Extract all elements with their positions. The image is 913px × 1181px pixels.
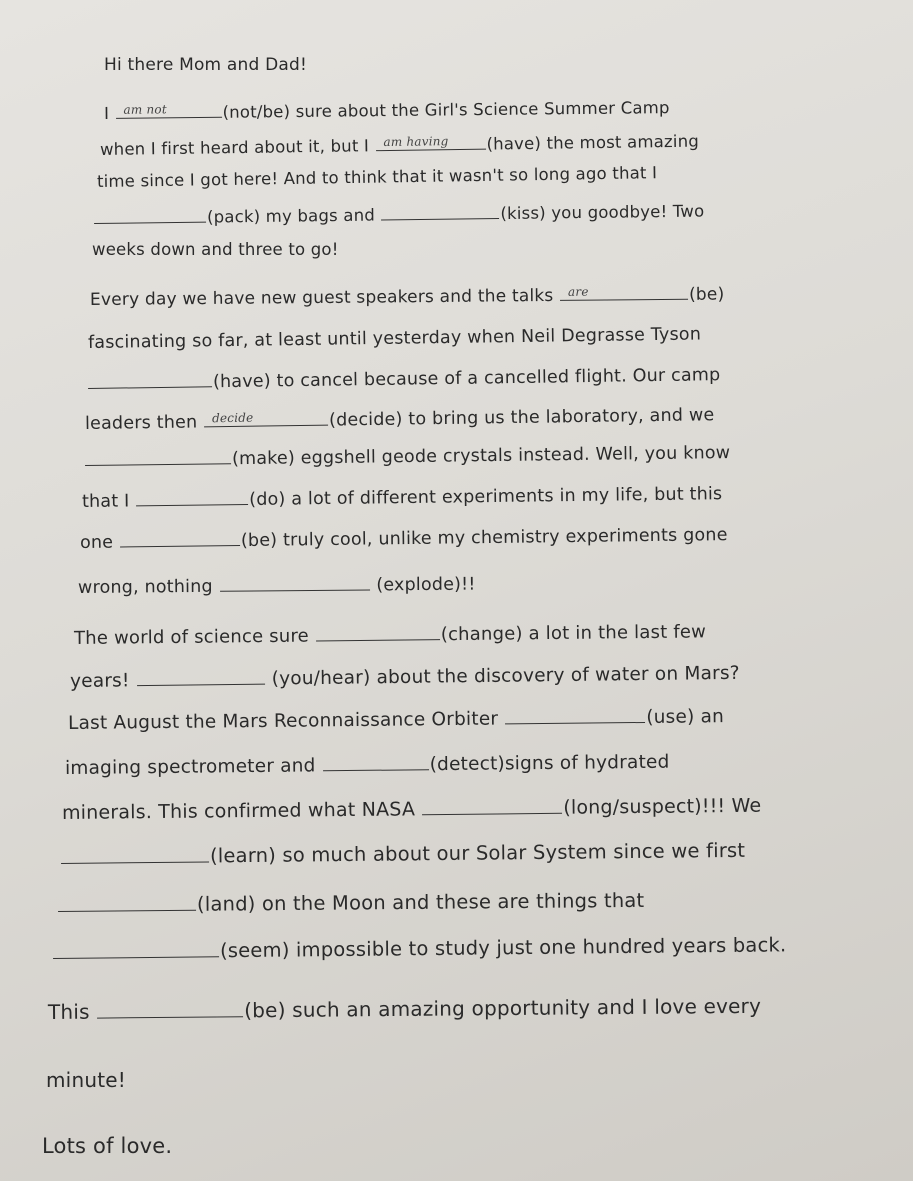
- text-line-2: when I first heard about it, but I am having (have) the most amazing: [99, 131, 700, 159]
- answer-blank-20[interactable]: [97, 998, 243, 1018]
- answer-blank-17[interactable]: [61, 843, 209, 864]
- answer-blank-8[interactable]: [85, 445, 231, 466]
- answer-blank-6[interactable]: [88, 368, 212, 389]
- answer-blank-12[interactable]: [316, 621, 440, 641]
- text-line-22: This (be) such an amazing opportunity and I love every: [47, 993, 762, 1024]
- text-line-4: (pack) my bags and (kiss) you goodbye! Two: [93, 198, 705, 228]
- text-line-1: I am not (not/be) sure about the Girl's Science Summer Camp: [103, 98, 670, 123]
- text-line-18: minerals. This confirmed what NASA (long/suspect)!!! We: [61, 794, 762, 824]
- text-line-17: imaging spectrometer and (detect)signs of hydrated: [64, 751, 670, 779]
- answer-blank-2[interactable]: [375, 131, 485, 152]
- greeting: Hi there Mom and Dad!: [104, 55, 308, 75]
- text-line-5: weeks down and three to go!: [92, 240, 339, 259]
- answer-blank-4[interactable]: [381, 200, 499, 220]
- handwritten-answer: am having: [383, 134, 449, 150]
- answer-blank-16[interactable]: [422, 795, 562, 815]
- text-line-15: years! (you/hear) about the discovery of water on Mars?: [69, 662, 740, 692]
- text-line-20: (land) on the Moon and these are things that: [57, 888, 645, 917]
- text-line-7: fascinating so far, at least until yesterday when Neil Degrasse Tyson: [87, 324, 702, 353]
- text-line-6: Every day we have new guest speakers and the talks are (be): [90, 280, 725, 310]
- answer-blank-3[interactable]: [94, 204, 206, 224]
- answer-blank-14[interactable]: [505, 704, 645, 724]
- text-line-21: (seem) impossible to study just one hundred years back.: [52, 932, 787, 964]
- text-line-11: that I (do) a lot of different experiments in my life, but this: [81, 484, 723, 512]
- answer-blank-13[interactable]: [136, 666, 264, 687]
- text-line-10: (make) eggshell geode crystals instead. Well, you know: [84, 439, 731, 471]
- text-line-13: wrong, nothing (explode)!!: [78, 571, 476, 598]
- answer-blank-5[interactable]: [560, 281, 688, 301]
- answer-blank-19[interactable]: [53, 938, 219, 959]
- text-line-19: (learn) so much about our Solar System since we first: [60, 838, 745, 869]
- text-line-16: Last August the Mars Reconnaissance Orbiter (use) an: [68, 703, 724, 734]
- text-line-3: time since I got here! And to think that it wasn't so long ago that I: [96, 163, 658, 191]
- handwritten-answer: decide: [211, 410, 254, 426]
- closing: Lots of love.: [42, 1134, 173, 1158]
- answer-blank-10[interactable]: [120, 527, 240, 547]
- text-line-23: minute!: [46, 1068, 126, 1092]
- text-line-14: The world of science sure (change) a lot in the last few: [73, 621, 707, 649]
- answer-blank-9[interactable]: [136, 486, 248, 506]
- answer-blank-11[interactable]: [219, 571, 369, 591]
- answer-blank-1[interactable]: [115, 99, 221, 119]
- answer-blank-18[interactable]: [58, 892, 196, 912]
- text-line-9: leaders then decide (decide) to bring us the laboratory, and we: [84, 405, 715, 434]
- text-line-12: one (be) truly cool, unlike my chemistry experiments gone: [79, 525, 728, 553]
- handwritten-answer: am not: [123, 102, 167, 117]
- answer-blank-7[interactable]: [204, 407, 328, 428]
- text-line-8: (have) to cancel because of a cancelled flight. Our camp: [87, 361, 721, 394]
- answer-blank-15[interactable]: [323, 751, 429, 771]
- handwritten-answer: are: [567, 284, 589, 299]
